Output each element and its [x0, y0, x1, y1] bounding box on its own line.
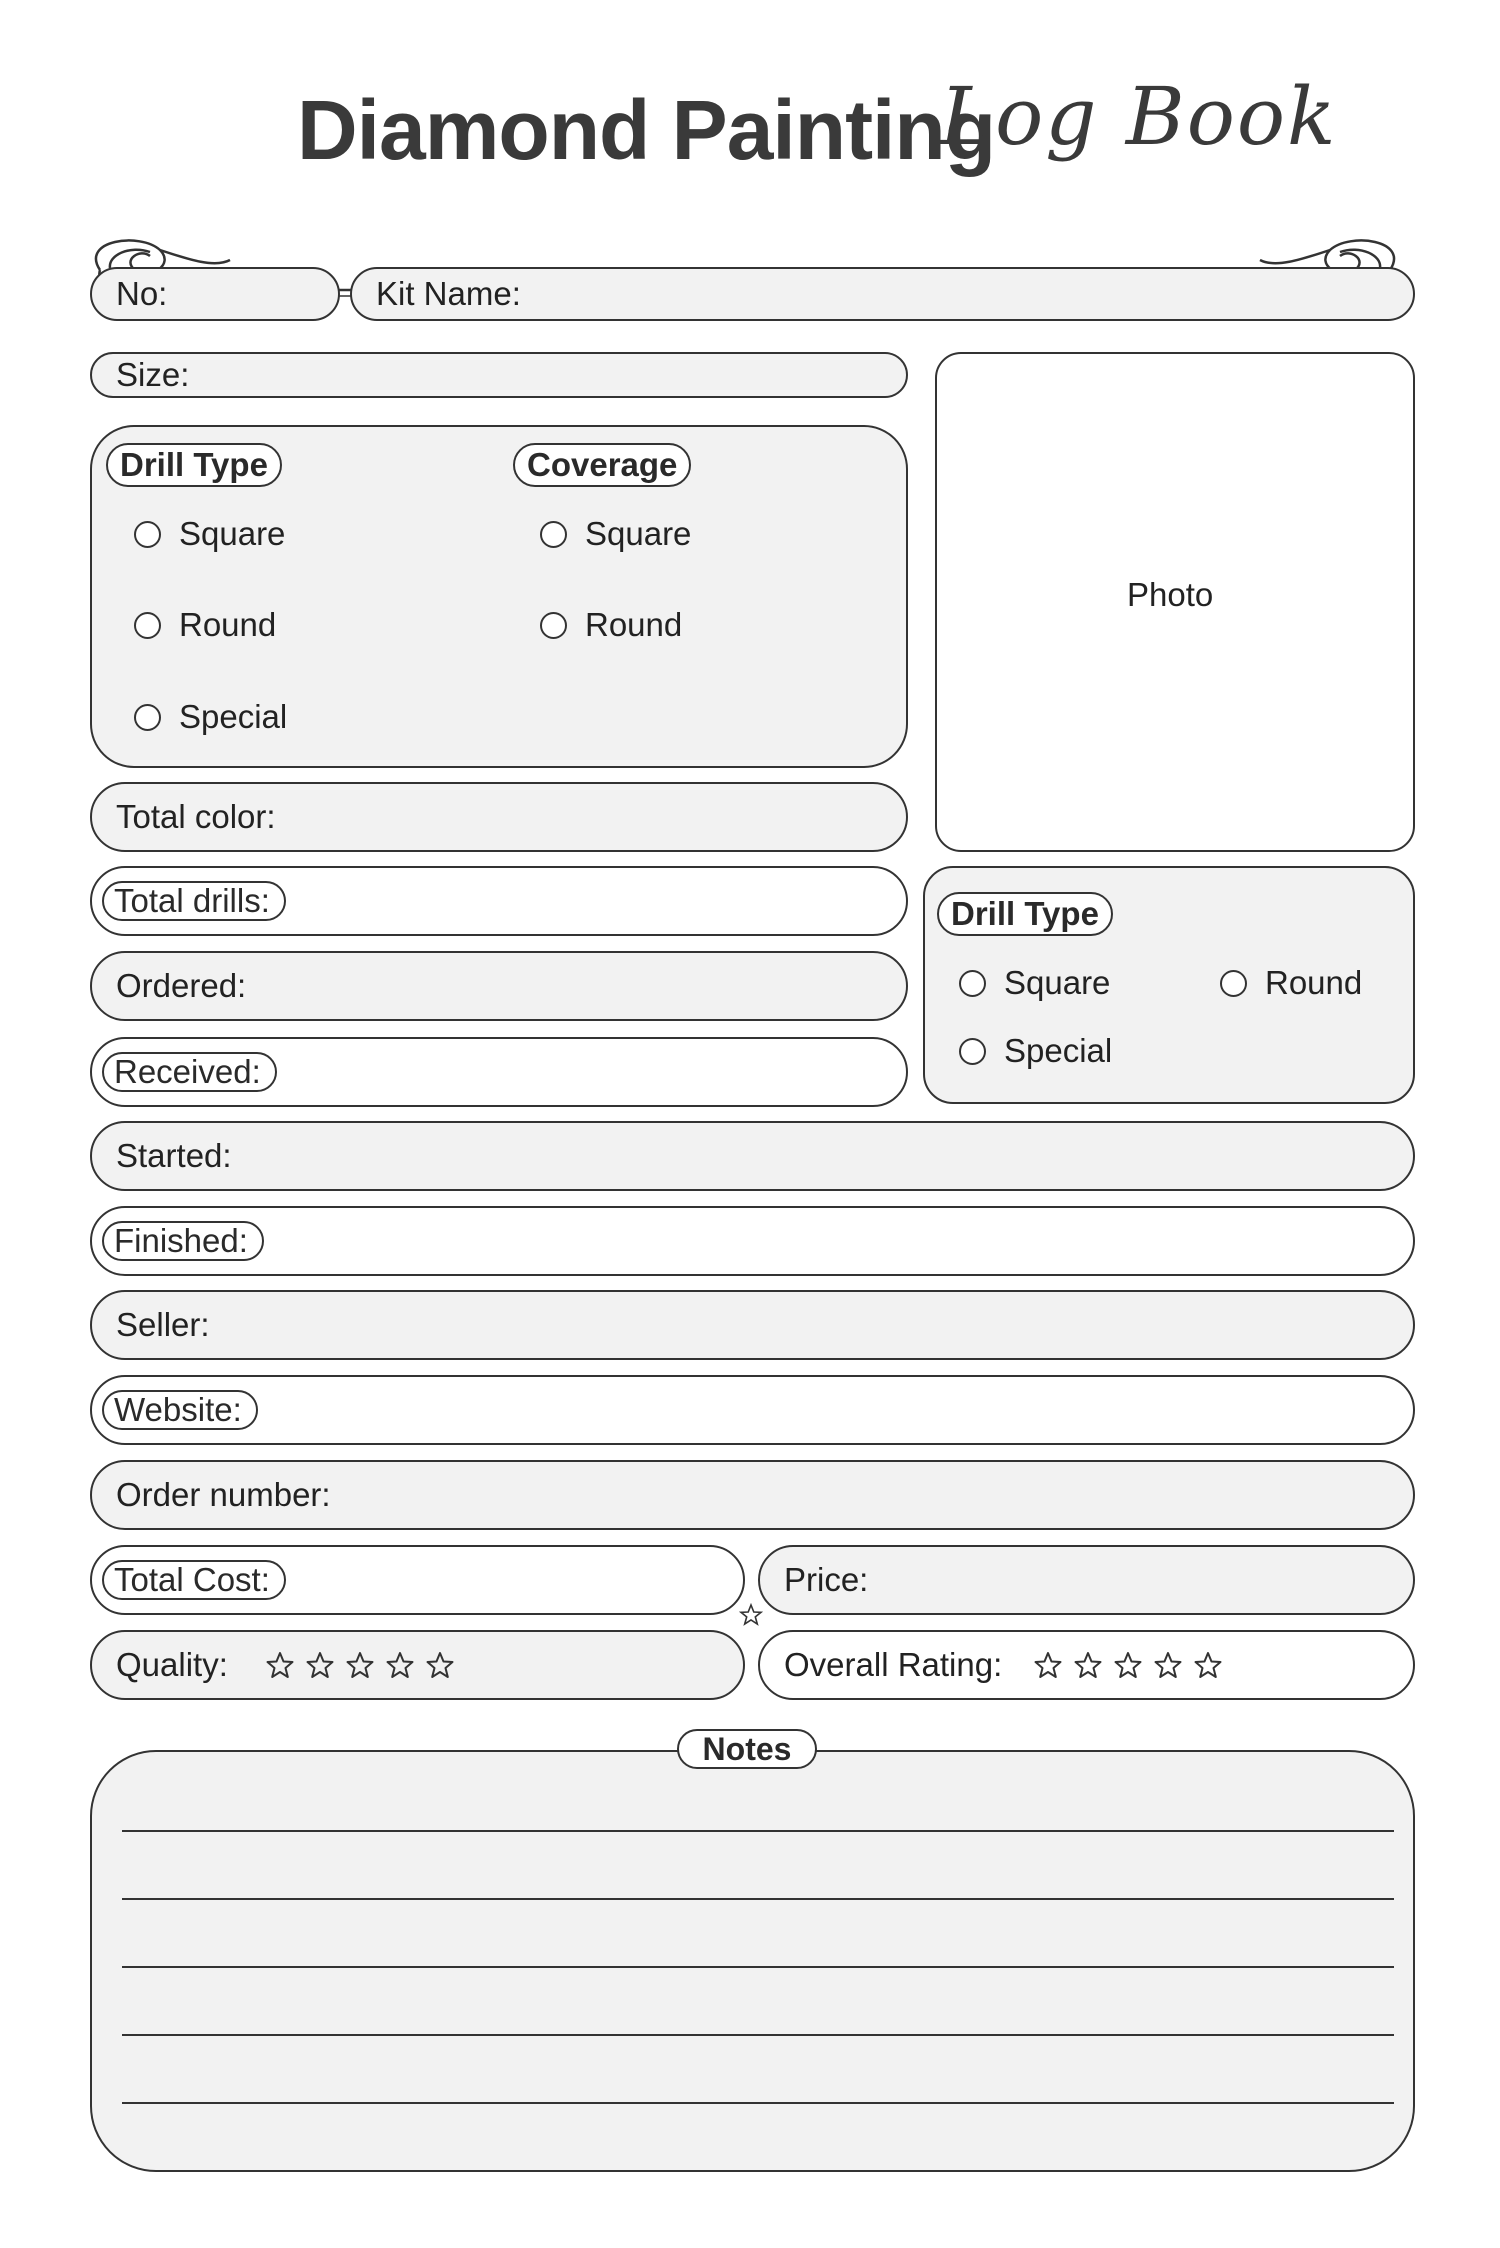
photo-label: Photo — [1127, 576, 1214, 613]
radio-icon[interactable] — [134, 521, 161, 548]
total-color-label: Total color: — [116, 798, 276, 835]
kit-name-field[interactable] — [350, 267, 1415, 321]
no-field[interactable] — [90, 267, 340, 321]
rating-star-icon[interactable] — [1112, 1650, 1144, 1682]
rating-star-icon[interactable] — [1192, 1650, 1224, 1682]
rating-star-icon[interactable] — [344, 1650, 376, 1682]
radio-icon[interactable] — [540, 612, 567, 639]
radio-icon[interactable] — [959, 1038, 986, 1065]
rating-star-icon[interactable] — [384, 1650, 416, 1682]
size-label: Size: — [116, 356, 190, 393]
drill-option-square[interactable]: Square — [134, 515, 285, 553]
seller-field[interactable] — [90, 1290, 1415, 1360]
radio-icon[interactable] — [959, 970, 986, 997]
size-field[interactable] — [90, 352, 908, 398]
drill-2-option-square[interactable]: Square — [959, 964, 1110, 1002]
notes-line[interactable] — [122, 1966, 1394, 1968]
notes-line[interactable] — [122, 1830, 1394, 1832]
price-field[interactable] — [758, 1545, 1415, 1615]
page-title: Diamond Painting — [297, 83, 995, 177]
website-field[interactable] — [90, 1375, 1415, 1445]
drill-type-heading: Drill Type — [106, 443, 282, 487]
radio-icon[interactable] — [540, 521, 567, 548]
total-cost-label: Total Cost: — [102, 1560, 286, 1600]
started-field[interactable] — [90, 1121, 1415, 1191]
overall-rating-field[interactable] — [758, 1630, 1415, 1700]
radio-icon[interactable] — [1220, 970, 1247, 997]
overall-rating-label: Overall Rating: — [784, 1646, 1003, 1683]
photo-box[interactable] — [935, 352, 1415, 852]
rating-star-icon[interactable] — [424, 1650, 456, 1682]
header — [0, 70, 1500, 210]
rating-star-icon[interactable] — [1072, 1650, 1104, 1682]
quality-stars[interactable] — [264, 1650, 456, 1682]
website-label: Website: — [102, 1390, 258, 1430]
order-number-field[interactable] — [90, 1460, 1415, 1530]
notes-line[interactable] — [122, 2034, 1394, 2036]
small-star-icon — [739, 1603, 763, 1627]
quality-label: Quality: — [116, 1646, 228, 1683]
started-label: Started: — [116, 1137, 232, 1174]
coverage-option-round[interactable]: Round — [540, 606, 682, 644]
order-number-label: Order number: — [116, 1476, 331, 1513]
radio-icon[interactable] — [134, 612, 161, 639]
drill-type-box-2 — [923, 866, 1415, 1104]
drill-type-2-heading: Drill Type — [937, 892, 1113, 936]
drill-2-option-round[interactable]: Round — [1220, 964, 1362, 1002]
no-label: No: — [116, 275, 168, 312]
notes-line[interactable] — [122, 1898, 1394, 1900]
drill-coverage-box — [90, 425, 908, 768]
finished-field[interactable] — [90, 1206, 1415, 1276]
received-label: Received: — [102, 1052, 277, 1092]
rating-star-icon[interactable] — [264, 1650, 296, 1682]
coverage-option-square[interactable]: Square — [540, 515, 691, 553]
overall-rating-stars[interactable] — [1032, 1650, 1224, 1682]
rating-star-icon[interactable] — [1152, 1650, 1184, 1682]
kit-name-label: Kit Name: — [376, 275, 521, 312]
notes-heading: Notes — [677, 1729, 817, 1769]
page-title-script: Log Book — [940, 70, 1338, 163]
ordered-label: Ordered: — [116, 967, 247, 1004]
drill-option-round[interactable]: Round — [134, 606, 276, 644]
coverage-heading: Coverage — [513, 443, 691, 487]
total-drills-field[interactable] — [90, 866, 908, 936]
ordered-field[interactable] — [90, 951, 908, 1021]
finished-label: Finished: — [102, 1221, 264, 1261]
received-field[interactable] — [90, 1037, 908, 1107]
quality-field[interactable] — [90, 1630, 745, 1700]
seller-label: Seller: — [116, 1306, 210, 1343]
rating-star-icon[interactable] — [304, 1650, 336, 1682]
rating-star-icon[interactable] — [1032, 1650, 1064, 1682]
total-color-field[interactable] — [90, 782, 908, 852]
drill-2-option-special[interactable]: Special — [959, 1032, 1112, 1070]
notes-line[interactable] — [122, 2102, 1394, 2104]
notes-box[interactable] — [90, 1750, 1415, 2172]
total-cost-field[interactable] — [90, 1545, 745, 1615]
radio-icon[interactable] — [134, 704, 161, 731]
drill-option-special[interactable]: Special — [134, 698, 287, 736]
total-drills-label: Total drills: — [102, 881, 286, 921]
price-label: Price: — [784, 1561, 869, 1598]
